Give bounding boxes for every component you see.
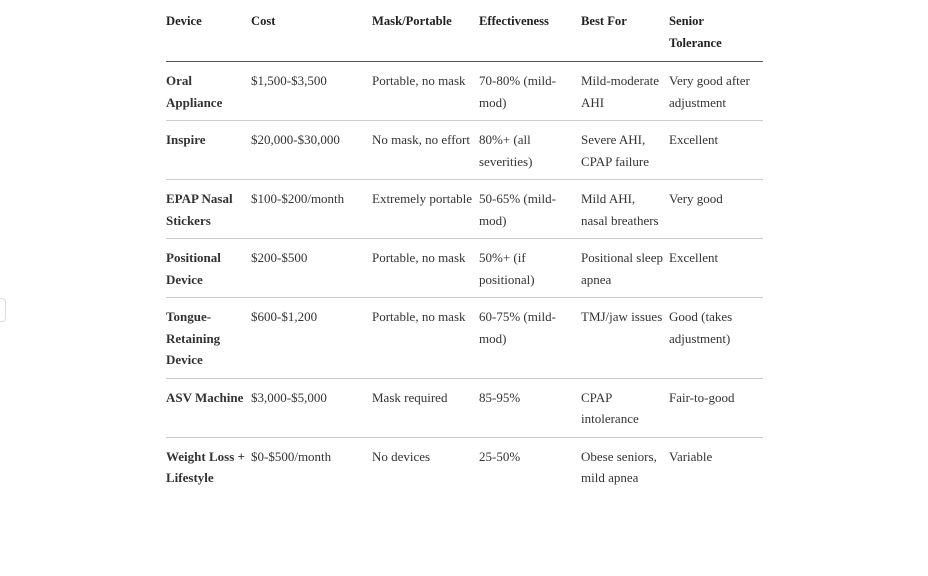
cell-senior-tolerance: Variable (669, 448, 713, 464)
cell-device: Positional Device (166, 250, 221, 287)
cell-cost: $100-$200/month (251, 191, 345, 206)
cell-best-for: TMJ/jaw issues (581, 309, 663, 324)
cell-cost: $600-$1,200 (251, 309, 318, 324)
cell-senior-tolerance: Good (takes adjustment) (669, 309, 733, 346)
cell-best-for: Obese seniors, mild apnea (581, 448, 657, 485)
side-panel-handle[interactable] (0, 298, 6, 322)
table-header-row (166, 3, 763, 62)
table-row (166, 298, 763, 379)
cell-senior-tolerance: Fair-to-good (669, 389, 735, 405)
cell-best-for: Mild AHI, nasal breathers (581, 191, 659, 228)
column-header-senior-tolerance: Senior Tolerance (669, 14, 722, 50)
cell-best-for: CPAP intolerance (581, 389, 639, 426)
cell-mask-portable: Extremely portable (372, 191, 472, 206)
cell-cost: $1,500-$3,500 (251, 73, 327, 88)
cell-effectiveness: 60-75% (mild-mod) (479, 309, 556, 346)
cell-mask-portable: Portable, no mask (372, 73, 466, 88)
table-row (166, 437, 763, 496)
cell-cost: $3,000-$5,000 (251, 389, 327, 405)
device-comparison-table (166, 3, 763, 496)
cell-cost: $20,000-$30,000 (251, 132, 340, 147)
table-body (166, 62, 763, 496)
cell-device: Tongue-Retaining Device (166, 309, 221, 367)
cell-mask-portable: Portable, no mask (372, 250, 466, 265)
cell-device: EPAP Nasal Stickers (166, 191, 233, 228)
cell-best-for: Positional sleep apnea (581, 250, 663, 287)
cell-device: Inspire (166, 132, 206, 147)
cell-mask-portable: No mask, no effort (372, 132, 470, 147)
cell-effectiveness: 50%+ (if positional) (479, 250, 535, 287)
cell-best-for: Mild-moderate AHI (581, 73, 659, 110)
table-row (166, 121, 763, 180)
cell-senior-tolerance: Excellent (669, 132, 719, 147)
table-row (166, 239, 763, 298)
column-header-effectiveness: Effectiveness (479, 14, 549, 28)
cell-effectiveness: 80%+ (all severities) (479, 132, 533, 169)
cell-cost: $200-$500 (251, 250, 308, 265)
column-header-best-for: Best For (581, 14, 627, 28)
cell-cost: $0-$500/month (251, 448, 332, 464)
cell-device: Weight Loss + Lifestyle (166, 448, 245, 485)
cell-best-for: Severe AHI, CPAP failure (581, 132, 650, 169)
cell-effectiveness: 50-65% (mild-mod) (479, 191, 556, 228)
cell-mask-portable: No devices (372, 448, 431, 464)
column-header-mask-portable: Mask/Portable (372, 14, 452, 28)
cell-mask-portable: Mask required (372, 389, 448, 405)
cell-device: ASV Machine (166, 389, 244, 405)
column-header-device: Device (166, 14, 202, 28)
column-header-cost: Cost (251, 14, 276, 28)
cell-effectiveness: 85-95% (479, 389, 521, 405)
cell-senior-tolerance: Excellent (669, 250, 719, 265)
cell-effectiveness: 70-80% (mild-mod) (479, 73, 556, 110)
table-row (166, 62, 763, 121)
table-row (166, 180, 763, 239)
table-row (166, 378, 763, 437)
cell-mask-portable: Portable, no mask (372, 309, 466, 324)
cell-senior-tolerance: Very good after adjustment (669, 73, 750, 110)
cell-effectiveness: 25-50% (479, 448, 521, 464)
cell-senior-tolerance: Very good (669, 191, 723, 206)
cell-device: Oral Appliance (166, 73, 223, 110)
